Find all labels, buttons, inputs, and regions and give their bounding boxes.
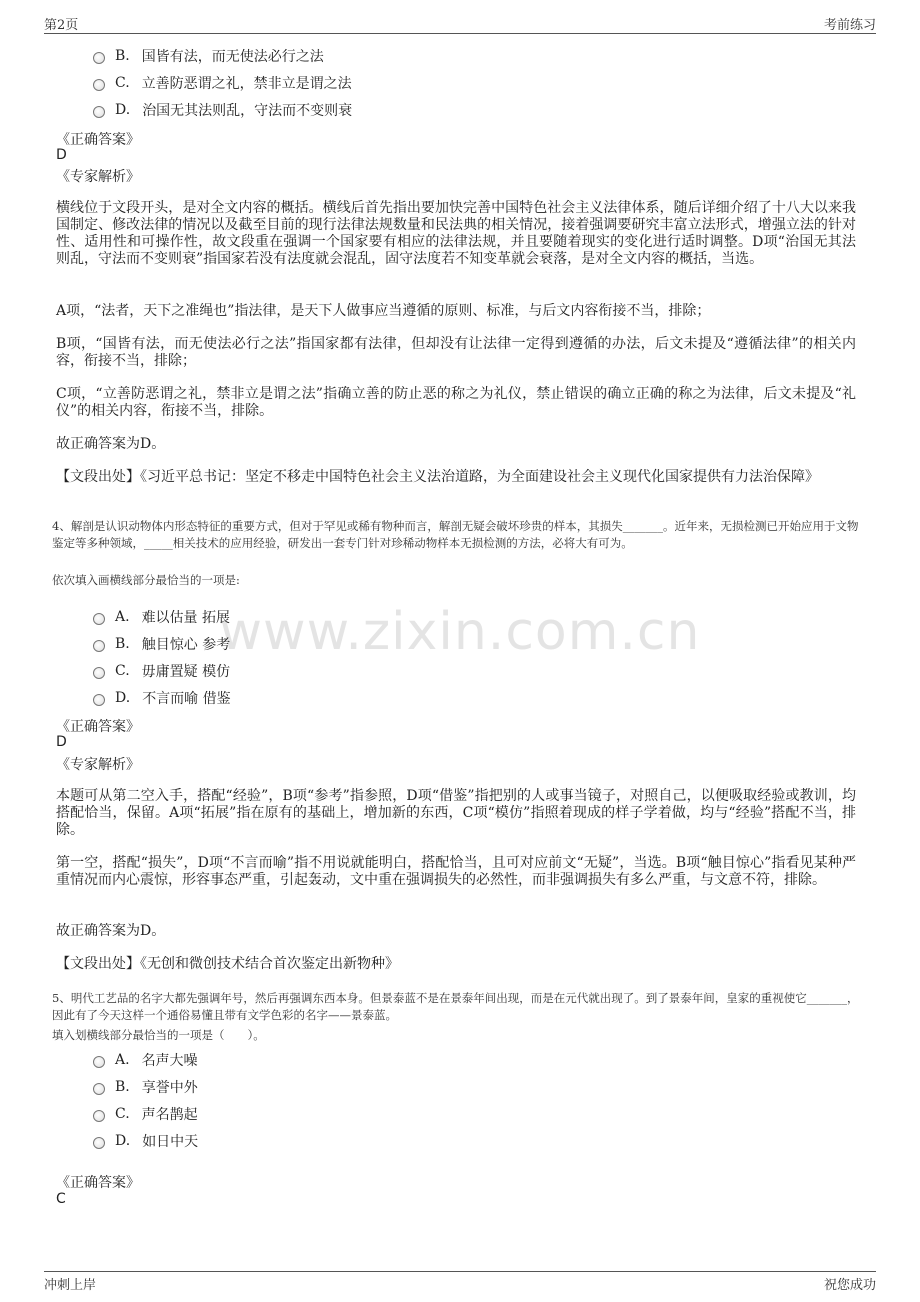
option-text: 如日中天 bbox=[142, 1134, 199, 1150]
footer-left: 冲刺上岸 bbox=[44, 1278, 97, 1293]
option-key: B. bbox=[115, 1079, 130, 1095]
option-key: B. bbox=[115, 48, 130, 64]
q4-analysis-paragraph: 第一空，搭配“损失”，D项“不言而喻”指不用说就能明白，搭配恰当，且可对应前文“无疑”，当选。B项“触目惊心”指看见某种严重情况而内心震惊，形容事态严重，引起轰动，文中重在强调损失的必然性，而非强调损失有多么严重，与文意不符，排除。 bbox=[56, 855, 856, 888]
q4-option-a[interactable] bbox=[93, 607, 230, 627]
option-text: 不言而喻 借鉴 bbox=[142, 691, 231, 707]
q3-analysis-label: 《专家解析》 bbox=[56, 169, 140, 185]
q5-answer: C bbox=[56, 1191, 66, 1207]
radio-icon[interactable] bbox=[93, 1083, 105, 1095]
q3-answer: D bbox=[56, 147, 67, 163]
option-text: 治国无其法则乱，守法而不变则衰 bbox=[142, 103, 353, 119]
q4-option-c[interactable] bbox=[93, 661, 230, 681]
radio-icon[interactable] bbox=[93, 640, 105, 652]
footer-right: 祝您成功 bbox=[823, 1278, 876, 1293]
q4-analysis-label: 《专家解析》 bbox=[56, 757, 140, 773]
radio-icon[interactable] bbox=[93, 694, 105, 706]
option-key: D. bbox=[115, 1133, 131, 1149]
q4-stem: 4、解剖是认识动物体内形态特征的重要方式，但对于罕见或稀有物种而言，解剖无疑会破坏珍贵的样本，其损失_______。近年来，无损检测已开始应用于文物鉴定等多种领域，_____相关技术的应用经验，研发出一套专门针对珍稀动物样本无损检测的方法，必将大有可为。 bbox=[52, 519, 859, 550]
q4-source: 【文段出处】《无创和微创技术结合首次鉴定出新物种》 bbox=[56, 956, 399, 972]
radio-icon[interactable] bbox=[93, 106, 105, 118]
option-text: 国皆有法，而无使法必行之法 bbox=[141, 49, 324, 65]
q3-answer-label: 《正确答案》 bbox=[56, 132, 140, 148]
q5-answer-label: 《正确答案》 bbox=[56, 1175, 140, 1191]
radio-icon[interactable] bbox=[93, 1137, 105, 1149]
q4-option-b[interactable] bbox=[93, 634, 230, 654]
option-key: C. bbox=[115, 663, 130, 679]
q3-option-b[interactable] bbox=[93, 46, 324, 66]
option-text: 触目惊心 参考 bbox=[141, 637, 231, 653]
q3-analysis-paragraph: A项，“法者，天下之准绳也”指法律，是天下人做事应当遵循的原则、标准，与后文内容衔接不当，排除； bbox=[56, 303, 711, 319]
option-key: A. bbox=[115, 609, 130, 625]
option-key: C. bbox=[115, 75, 130, 91]
option-key: A. bbox=[115, 1052, 130, 1068]
radio-icon[interactable] bbox=[93, 1056, 105, 1068]
q3-analysis-paragraph: C项，“立善防恶谓之礼，禁非立是谓之法”指确立善的防止恶的称之为礼仪，禁止错误的确立正确的称之为法律，后文未提及“礼仪”的相关内容，衔接不当，排除。 bbox=[56, 386, 856, 419]
option-text: 名声大噪 bbox=[141, 1053, 198, 1069]
option-text: 声名鹊起 bbox=[141, 1107, 198, 1123]
radio-icon[interactable] bbox=[93, 667, 105, 679]
radio-icon[interactable] bbox=[93, 613, 105, 625]
q4-prompt: 依次填入画横线部分最恰当的一项是: bbox=[52, 573, 240, 587]
option-text: 毋庸置疑 模仿 bbox=[141, 664, 231, 680]
page-header bbox=[44, 14, 876, 34]
q3-source: 【文段出处】《习近平总书记：坚定不移走中国特色社会主义法治道路，为全面建设社会主义现代化国家提供有力法治保障》 bbox=[56, 469, 819, 485]
q5-option-c[interactable] bbox=[93, 1104, 198, 1124]
q4-analysis-paragraph: 本题可从第二空入手，搭配“经验”，B项“参考”指参照，D项“借鉴”指把别的人或事当镜子，对照自己，以便吸取经验或教训，均搭配恰当，保留。A项“拓展”指在原有的基础上，增加新的东西，C项“模仿”指照着现成的样子学着做，均与“经验”搭配不当，排除。 bbox=[56, 788, 856, 838]
option-text: 难以估量 拓展 bbox=[141, 610, 231, 626]
page-footer bbox=[44, 1271, 876, 1293]
q3-option-c[interactable] bbox=[93, 73, 352, 93]
q4-conclusion: 故正确答案为D。 bbox=[56, 923, 166, 939]
header-title: 考前练习 bbox=[823, 18, 876, 33]
option-key: C. bbox=[115, 1106, 130, 1122]
radio-icon[interactable] bbox=[93, 1110, 105, 1122]
option-text: 立善防恶谓之礼，禁非立是谓之法 bbox=[141, 76, 352, 92]
watermark: www.zixin.com.cn bbox=[219, 602, 701, 662]
option-text: 享誉中外 bbox=[141, 1080, 198, 1096]
q4-answer-label: 《正确答案》 bbox=[56, 719, 140, 735]
option-key: D. bbox=[115, 690, 131, 706]
q5-stem: 5、明代工艺品的名字大都先强调年号，然后再强调东西本身。但景泰蓝不是在景泰年间出现，而是在元代就出现了。到了景泰年间，皇家的重视使它_______，因此有了今天这样一个通俗易懂且带有文学色彩的名字——景泰蓝。 bbox=[52, 991, 859, 1022]
q4-option-d[interactable] bbox=[93, 688, 231, 708]
page-number: 第2页 bbox=[44, 18, 79, 33]
q5-option-b[interactable] bbox=[93, 1077, 198, 1097]
q3-option-d[interactable] bbox=[93, 100, 352, 120]
q5-option-a[interactable] bbox=[93, 1050, 198, 1070]
option-key: B. bbox=[115, 636, 130, 652]
q5-prompt: 填入划横线部分最恰当的一项是（ ）。 bbox=[52, 1028, 265, 1042]
option-key: D. bbox=[115, 102, 131, 118]
q3-analysis-paragraph: B项，“国皆有法，而无使法必行之法”指国家都有法律，但却没有让法律一定得到遵循的办法，后文未提及“遵循法律”的相关内容，衔接不当，排除； bbox=[56, 336, 856, 369]
q5-option-d[interactable] bbox=[93, 1131, 198, 1151]
q4-answer: D bbox=[56, 734, 67, 750]
q3-analysis-paragraph: 横线位于文段开头，是对全文内容的概括。横线后首先指出要加快完善中国特色社会主义法律体系，随后详细介绍了十八大以来我国制定、修改法律的情况以及截至目前的现行法律法规数量和民法典的相关情况，接着强调要研究丰富立法形式，增强立法的针对性、适用性和可操作性，故文段重在强调一个国家要有相应的法律法规，并且要随着现实的变化进行适时调整。D项“治国无其法则乱，守法而不变则衰”指国家若没有法度就会混乱，固守法度若不知变革就会衰落，是对全文内容的概括，当选。 bbox=[56, 200, 856, 267]
radio-icon[interactable] bbox=[93, 79, 105, 91]
q3-conclusion: 故正确答案为D。 bbox=[56, 436, 166, 452]
radio-icon[interactable] bbox=[93, 52, 105, 64]
